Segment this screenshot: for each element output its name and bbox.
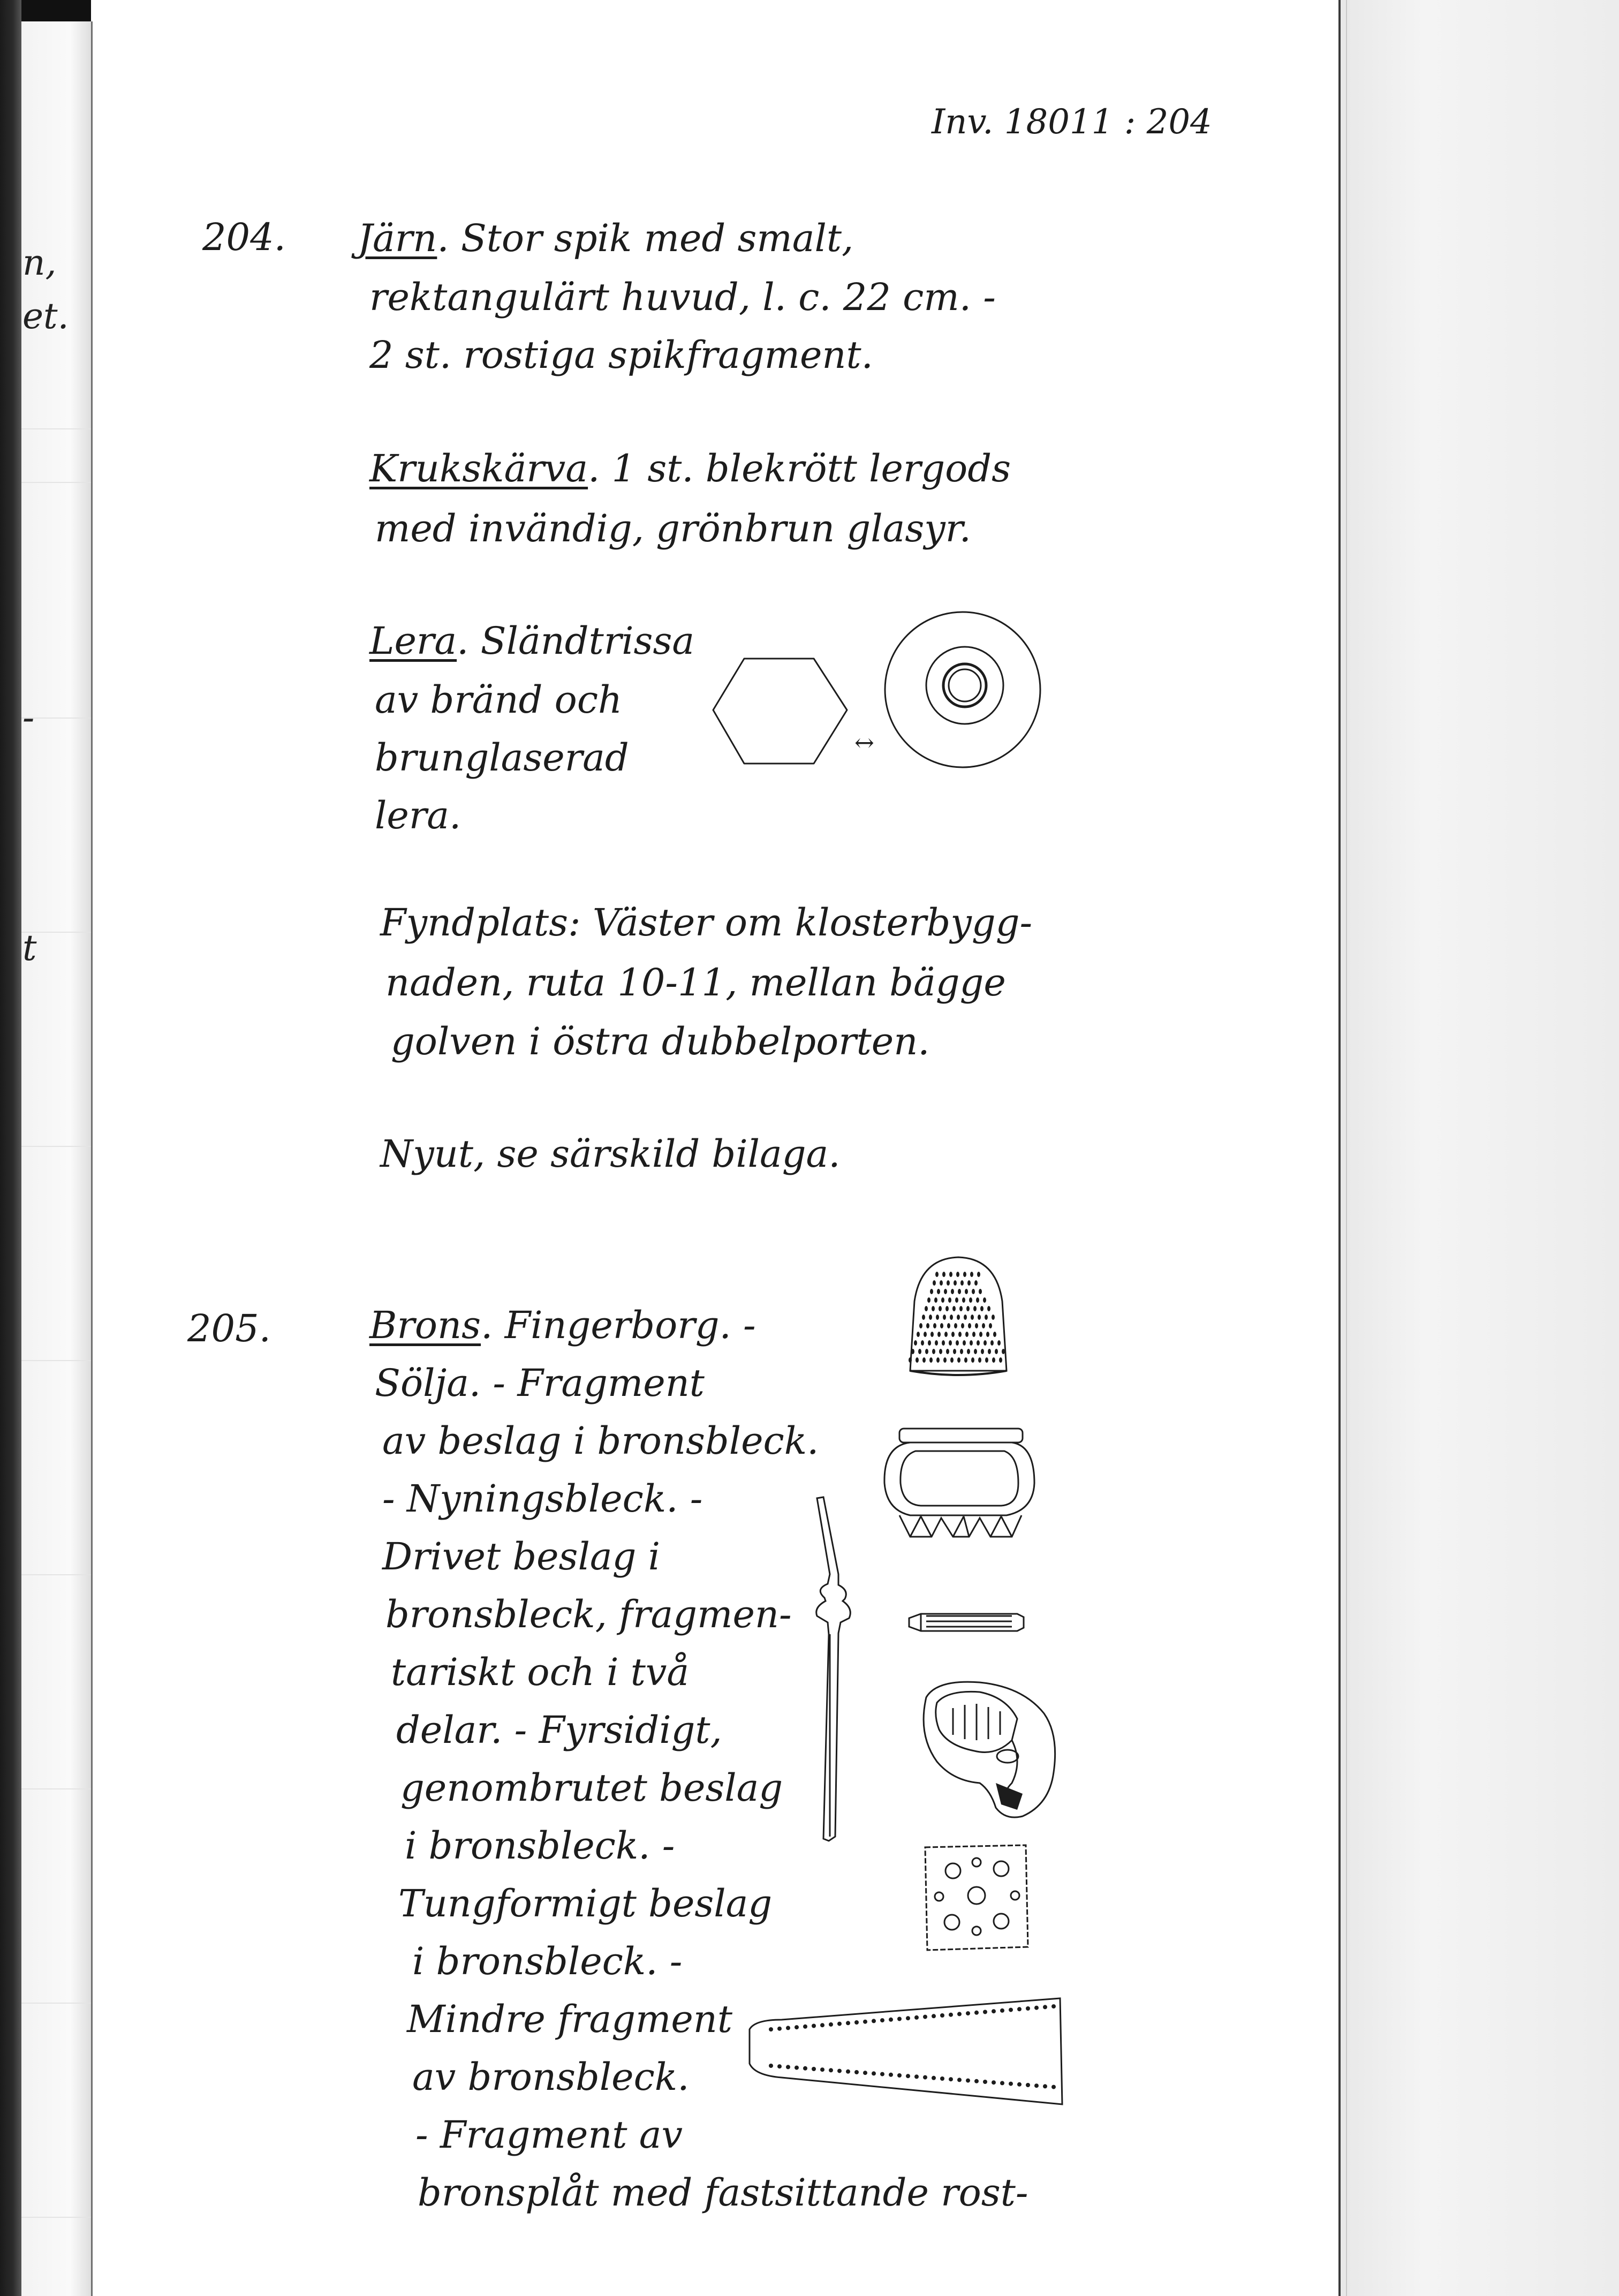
heading-jarn: Järn [358, 216, 437, 260]
heading-lera: Lera [369, 619, 457, 663]
entry-204-clay-line-4: lera. [375, 794, 462, 837]
underlying-page [1341, 0, 1619, 2296]
entry-204-clay-line-3: brunglaserad [375, 736, 629, 780]
buckle-drawing [878, 1424, 1039, 1547]
entry-205-line-5: Drivet beslag i [382, 1535, 661, 1578]
entry-204-iron-line-1: Järn. Stor spik med smalt, [358, 216, 854, 260]
entry-205-line-16: bronsplåt med fastsittande rost- [418, 2171, 1028, 2215]
entry-205-line-3: av beslag i bronsbleck. [382, 1419, 819, 1463]
entry-number-205: 205. [187, 1306, 271, 1350]
prev-page-fragment: n, [22, 242, 57, 283]
embossed-mount-drawing [916, 1676, 1060, 1821]
entry-204-iron-line-3: 2 st. rostiga spikfragment. [369, 333, 873, 377]
entry-205-line-1: Brons. Fingerborg. - [369, 1303, 756, 1347]
entry-204-sherd-line-2: med invändig, grönbrun glasyr. [375, 507, 971, 550]
entry-205-line-8: delar. - Fyrsidigt, [396, 1708, 722, 1752]
pin-drawing [905, 1606, 1028, 1638]
binding-shadow [21, 0, 91, 21]
prev-page-fragment: - [22, 697, 35, 738]
openwork-mount-drawing [921, 1842, 1033, 1954]
entry-205-line-14: av bronsbleck. [412, 2055, 690, 2099]
entry-205-line-2: Sölja. - Fragment [375, 1361, 705, 1405]
book-binding [0, 0, 21, 2296]
dimension-arrow: ↔ [854, 729, 874, 757]
entry-205-line-12: i bronsbleck. - [412, 1939, 683, 1983]
prev-page-fragment: et. [22, 296, 69, 337]
entry-205-line-10: i bronsbleck. - [405, 1824, 675, 1868]
entry-204-findspot-line-3: golven i östra dubbelporten. [391, 1019, 930, 1063]
entry-205-line-4: - Nyningsbleck. - [382, 1477, 703, 1521]
entry-205-line-7: tariskt och i två [391, 1650, 690, 1694]
heading-brons: Brons [369, 1303, 481, 1347]
entry-204-findspot-line-2: naden, ruta 10-11, mellan bägge [385, 961, 1006, 1004]
entry-204-iron-line-2: rektangulärt huvud, l. c. 22 cm. - [369, 275, 996, 319]
entry-204-clay-line-1: Lera. Sländtrissa [369, 619, 695, 663]
entry-204-clay-line-2: av bränd och [375, 678, 623, 722]
inventory-reference: Inv. 18011 : 204 [932, 102, 1212, 142]
entry-205-line-11: Tungformigt beslag [398, 1882, 773, 1925]
entry-205-line-15: - Fragment av [415, 2113, 683, 2157]
entry-204-sherd-line-1: Krukskärva. 1 st. blekrött lergods [369, 447, 1011, 490]
entry-205-line-6: bronsbleck, fragmen- [385, 1592, 792, 1636]
tongue-mount-drawing [739, 1987, 1071, 2115]
entry-205-line-13: Mindre fragment [407, 1997, 733, 2041]
thimble-drawing [905, 1253, 1012, 1381]
entry-204-note: Nyut, se särskild bilaga. [380, 1132, 841, 1176]
entry-number-204: 204. [202, 215, 286, 259]
rod-drawing [798, 1494, 873, 1858]
entry-204-findspot-line-1: Fyndplats: Väster om klosterbygg- [380, 901, 1033, 945]
prev-page-fragment: t [22, 927, 37, 969]
entry-205-line-9: genombrutet beslag [400, 1766, 783, 1810]
heading-kruksharva: Krukskärva [369, 447, 588, 490]
previous-page-edge [21, 21, 93, 2296]
spindle-whorl-drawing [707, 594, 1071, 787]
